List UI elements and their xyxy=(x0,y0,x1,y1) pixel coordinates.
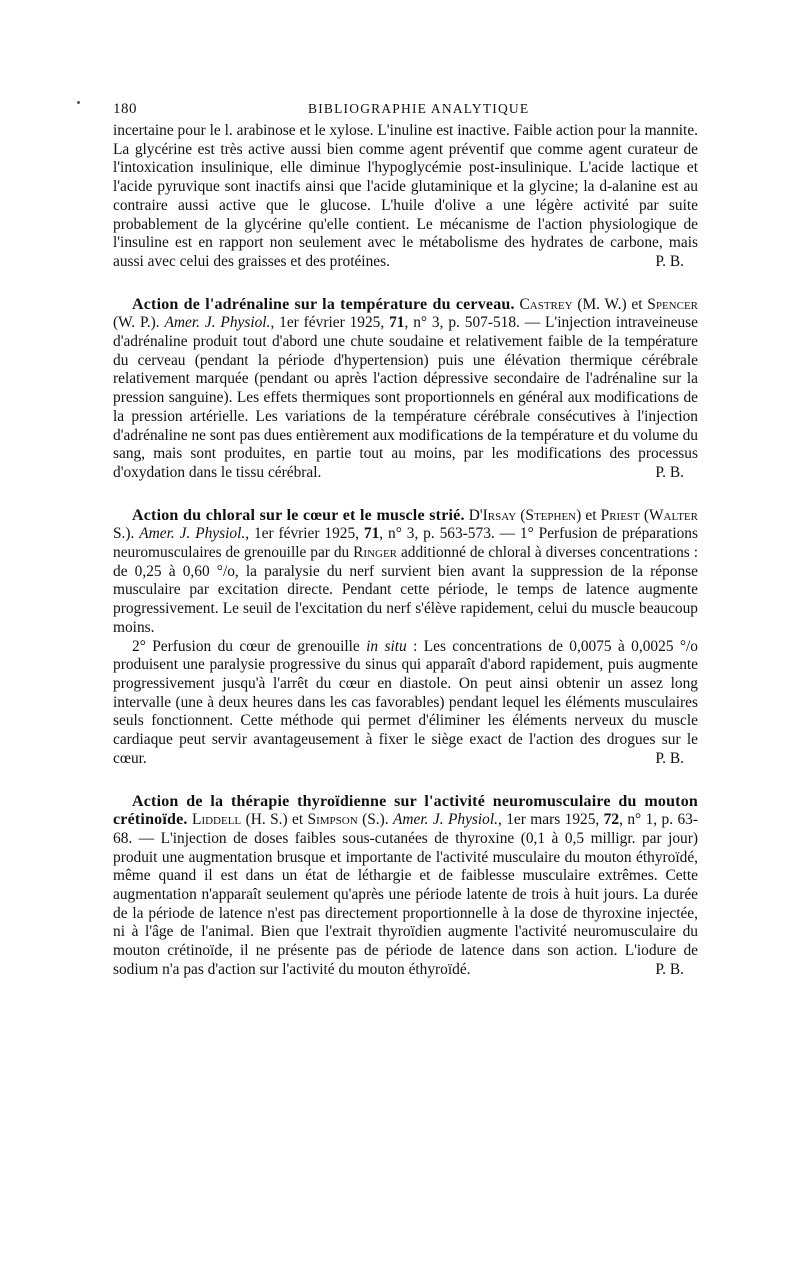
author-name: Liddell xyxy=(192,811,242,829)
entry-paragraph xyxy=(113,793,698,980)
author-name: Priest (Walter S.) xyxy=(113,506,698,543)
running-head: BIBLIOGRAPHIE ANALYTIQUE xyxy=(308,101,530,116)
author-initials: (S.). xyxy=(357,811,393,829)
citation-pages: , n° 1, p. 63-68. — xyxy=(113,811,698,847)
citation-date: , 1er février 1925, xyxy=(270,314,390,332)
entry-body-part: 2° Perfusion du cœur de grenouille xyxy=(132,637,367,655)
entry-body: L'injection de doses faibles sous-cutanées de thyroxine (0,1 à 0,5 milligr. par jour) produit une augmentation brusque et importante de l'activité musculaire du mouton éthyroïdé, même quand il est dans un état de léthargie et de faiblesse musculaire extrêmes. Cette augmentation n'apparaît seulement qu'après une période latente de trois à huit jours. La durée de la période de latence n'est pas directement proportionnelle à la dose de thyroxine injectée, ni à l'âge de l'animal. Bien que l'extrait thyroïdien augmente l'activité neuromusculaire du mouton crétinoïde, il ne présente pas de période de latence dans son action. L'iodure de sodium n'a pas d'action sur l'activité du mouton éthyroïdé. xyxy=(113,829,698,978)
author-name: D'Irsay (Stephen) xyxy=(468,506,582,524)
signature: P. B. xyxy=(655,960,684,978)
author-initials: (W. P.). xyxy=(113,314,165,332)
citation-pages: , n° 3, p. 507-518. — xyxy=(404,314,546,332)
entry-body-part: : Les concentrations de 0,0075 à 0,0025 °/o produisent une paralysie progressive du sinus qui apparaît d'abord rapidement, puis augmente progressivement jusqu'à l'arrêt du cœur en diastole. On peut ainsi obtenir un assez long intervalle (une à deux heures dans les cas favorables) pendant lequel les éléments musculaires seuls fonctionnent. Cette méthode qui permet d'éliminer les éléments nerveux du muscle cardiaque peut servir avantageusement à fixer le siège exact de l'action des drogues sur le cœur. xyxy=(113,637,698,767)
author-initials: et xyxy=(581,506,601,524)
entry-title: Action de la thérapie thyroïdienne sur l'activité neuromusculaire du mouton crétinoïde. xyxy=(113,792,698,829)
author-initials: (M. W.) et xyxy=(572,295,648,313)
author-name: Castrey xyxy=(519,295,573,313)
entry-adrenaline xyxy=(113,296,698,483)
entry-continuation xyxy=(113,122,698,272)
author-name: Simpson xyxy=(307,811,358,829)
journal-page xyxy=(113,100,698,980)
ringer-term: Ringer xyxy=(353,544,398,562)
page-number: 180 xyxy=(113,101,137,117)
entry-thyroid xyxy=(113,793,698,980)
author-initials: . xyxy=(130,525,140,543)
entry-body-part: additionné de chloral à diverses concentrations : de 0,25 à 0,60 °/o, la paralysie du nerf survient bien avant la suppression de la réponse musculaire par excitation directe. Pendant cette période, le temps de latence augmente progressivement. Le seuil de l'excitation du nerf s'élève rapidement, celui du muscle beaucoup moins. xyxy=(113,544,698,636)
page-header xyxy=(113,100,698,122)
signature: P. B. xyxy=(655,749,684,767)
entry-title: Action du chloral sur le cœur et le muscle strié. xyxy=(132,506,465,524)
journal-name: Amer. J. Physiol. xyxy=(164,314,271,332)
volume-number: 72 xyxy=(603,811,620,829)
margin-speck xyxy=(77,101,80,104)
citation-date: , 1er mars 1925, xyxy=(497,811,604,829)
signature: P. B. xyxy=(655,463,684,481)
entry-body: L'injection intraveineuse d'adrénaline produit tout d'abord une chute soudaine et relativement faible de la température du cerveau (pendant la période d'hypertension) puis une élévation thermique cérébrale relativement marquée (pendant ou après l'action dépressive secondaire de l'adrénaline sur la pression sanguine). Les effets thermiques sont proportionnels en général aux modifications de la pression artérielle. Les variations de la température cérébrale consécutives à l'injection d'adrénaline ne sont pas dues entièrement aux modifications de la température et du volume du sang, mais sont produites, en partie tout au moins, par les modifications des processus d'oxydation dans le tissu cérébral. xyxy=(113,314,698,481)
citation-pages: , n° 3, p. 563-573. — xyxy=(379,525,520,543)
continuation-paragraph xyxy=(113,122,698,272)
entry-chloral xyxy=(113,507,698,769)
entry-paragraph-2 xyxy=(113,638,698,769)
volume-number: 71 xyxy=(363,525,380,543)
continuation-text: incertaine pour le l. arabinose et le xylose. L'inuline est inactive. Faible action pour la mannite. La glycérine est très active aussi bien comme agent préventif que comme agent curateur de l'intoxication insulinique, elle diminue l'hypoglycémie post-insulinique. L'acide lactique et l'acide pyruvique sont inactifs ainsi que l'acide glutaminique et la glycine; la d-alanine est au contraire aussi active que le glucose. L'huile d'olive a une légère activité par suite probablement de la glycérine qu'elle contient. Le mécanisme de l'action physiologique de l'insuline est en rapport non seulement avec le métabolisme des hydrates de carbone, mais aussi avec celui des graisses et des protéines. xyxy=(113,122,698,270)
entry-paragraph xyxy=(113,507,698,638)
signature: P. B. xyxy=(655,252,684,270)
volume-number: 71 xyxy=(389,314,405,332)
entry-paragraph xyxy=(113,296,698,483)
author-name: Spencer xyxy=(647,295,698,313)
journal-name: Amer. J. Physiol. xyxy=(139,525,246,543)
journal-name: Amer. J. Physiol. xyxy=(393,811,498,829)
citation-date: , 1er février 1925, xyxy=(245,525,364,543)
entry-body-part: 1° Perfusion de préparations neuromusculaires de grenouille par du xyxy=(113,525,698,562)
author-initials: (H. S.) et xyxy=(241,811,308,829)
in-situ-term: in situ xyxy=(366,637,407,655)
entry-title: Action de l'adrénaline sur la température du cerveau. xyxy=(132,295,515,313)
